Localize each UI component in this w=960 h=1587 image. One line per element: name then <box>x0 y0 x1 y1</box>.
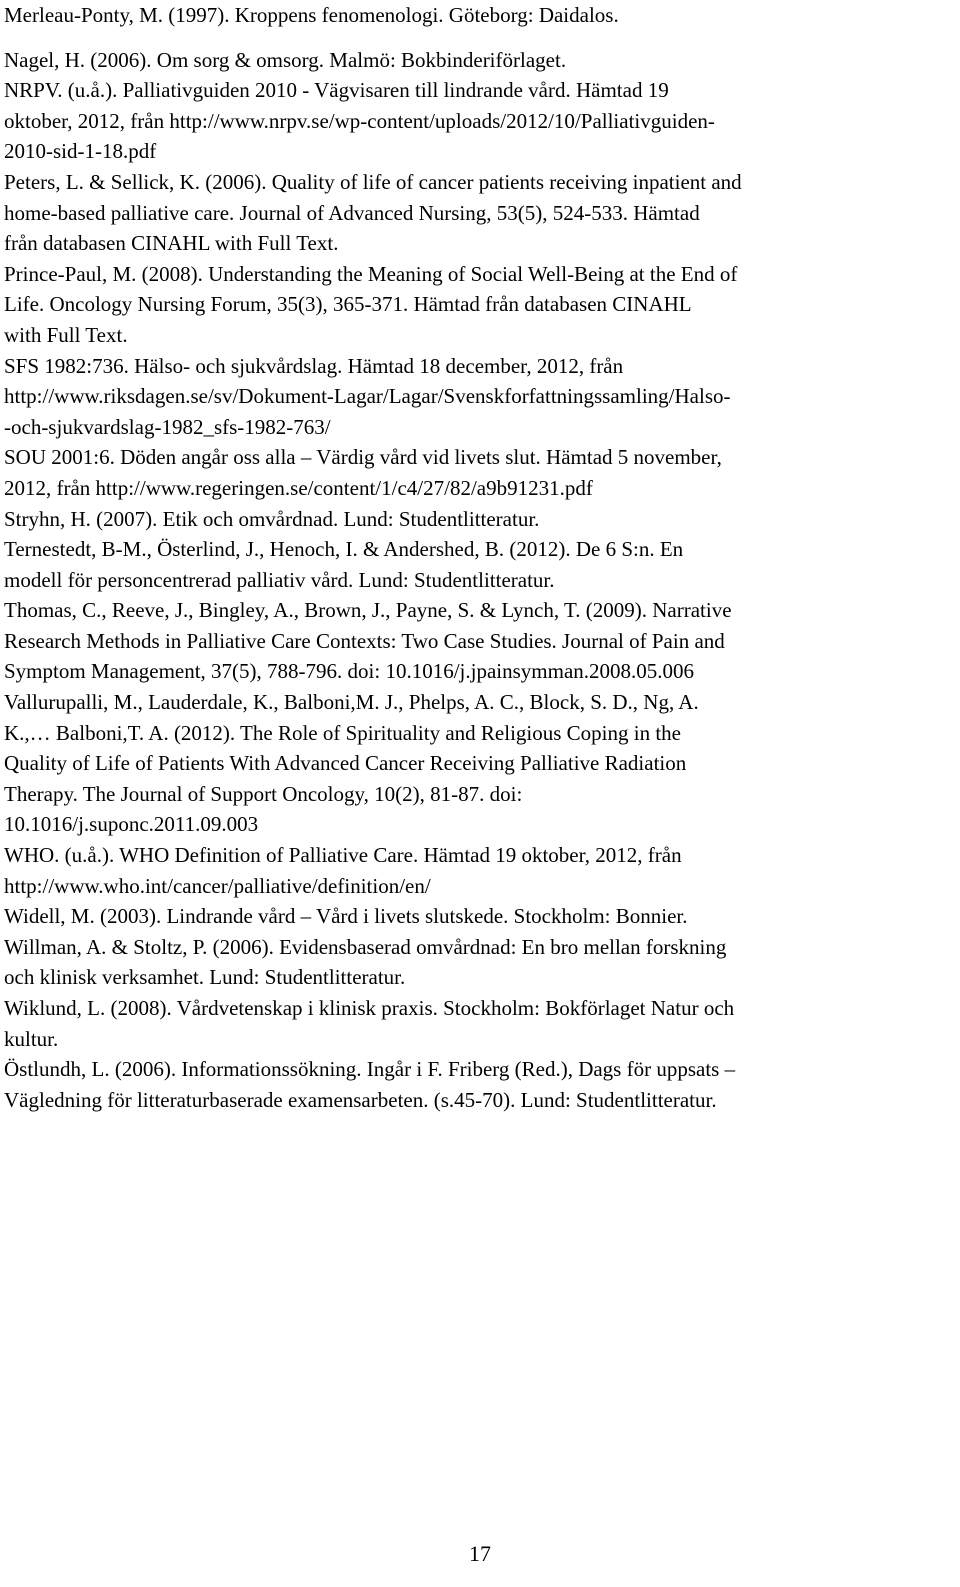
reference-entry <box>4 442 954 503</box>
reference-list <box>4 0 954 1115</box>
reference-line: Symptom Management, 37(5), 788-796. doi: 10.1016/j.jpainsymman.2008.05.006 <box>4 659 695 684</box>
reference-entry <box>4 167 954 259</box>
reference-line: Life. Oncology Nursing Forum, 35(3), 365-371. Hämtad från databasen CINAHL <box>4 292 692 317</box>
reference-line: Willman, A. & Stoltz, P. (2006). Evidensbaserad omvårdnad: En bro mellan forskning <box>4 934 727 959</box>
reference-line: Vallurupalli, M., Lauderdale, K., Balboni,M. J., Phelps, A. C., Block, S. D., Ng, A. <box>4 690 699 715</box>
reference-line: kultur. <box>4 1026 59 1051</box>
reference-entry <box>4 504 954 535</box>
reference-entry <box>4 534 954 595</box>
reference-entry <box>4 45 954 76</box>
reference-line: Ternestedt, B-M., Österlind, J., Henoch, I. & Andershed, B. (2012). De 6 S:n. En <box>4 537 684 562</box>
reference-line: Therapy. The Journal of Support Oncology, 10(2), 81-87. doi: <box>4 781 523 806</box>
reference-line: 2010-sid-1-18.pdf <box>4 139 157 164</box>
reference-line: http://www.who.int/cancer/palliative/definition/en/ <box>4 873 431 898</box>
reference-line: Merleau-Ponty, M. (1997). Kroppens fenomenologi. Göteborg: Daidalos. <box>4 3 619 27</box>
reference-line: Nagel, H. (2006). Om sorg & omsorg. Malmö: Bokbinderiförlaget. <box>4 47 567 72</box>
reference-line: modell för personcentrerad palliativ vård. Lund: Studentlitteratur. <box>4 567 555 592</box>
reference-line: WHO. (u.å.). WHO Definition of Palliative Care. Hämtad 19 oktober, 2012, från <box>4 843 682 868</box>
reference-line: http://www.riksdagen.se/sv/Dokument-Lagar/Lagar/Svenskforfattningssamling/Halso- <box>4 384 731 409</box>
reference-line: Quality of Life of Patients With Advanced Cancer Receiving Palliative Radiation <box>4 751 687 776</box>
reference-line: home-based palliative care. Journal of Advanced Nursing, 53(5), 524-533. Hämtad <box>4 200 700 225</box>
reference-entry <box>4 993 954 1054</box>
reference-line: Peters, L. & Sellick, K. (2006). Quality of life of cancer patients receiving inpatient and <box>4 169 742 194</box>
reference-line: 2012, från http://www.regeringen.se/content/1/c4/27/82/a9b91231.pdf <box>4 475 593 500</box>
reference-line: från databasen CINAHL with Full Text. <box>4 231 339 256</box>
reference-line: och klinisk verksamhet. Lund: Studentlitteratur. <box>4 965 406 990</box>
reference-line: 10.1016/j.suponc.2011.09.003 <box>4 812 259 837</box>
reference-line: Wiklund, L. (2008). Vårdvetenskap i klinisk praxis. Stockholm: Bokförlaget Natur och <box>4 996 735 1020</box>
reference-line: SFS 1982:736. Hälso- och sjukvårdslag. Hämtad 18 december, 2012, från <box>4 353 624 378</box>
reference-entry <box>4 259 954 351</box>
reference-line: SOU 2001:6. Döden angår oss alla – Värdig vård vid livets slut. Hämtad 5 november, <box>4 445 722 470</box>
reference-line: K.,… Balboni,T. A. (2012). The Role of Spirituality and Religious Coping in the <box>4 720 682 745</box>
reference-entry <box>4 595 954 687</box>
reference-line: Widell, M. (2003). Lindrande vård – Vård i livets slutskede. Stockholm: Bonnier. <box>4 904 688 929</box>
reference-line: -och-sjukvardslag-1982_sfs-1982-763/ <box>4 414 331 439</box>
reference-entry <box>4 840 954 901</box>
reference-line: Östlundh, L. (2006). Informationssökning. Ingår i F. Friberg (Red.), Dags för uppsats – <box>4 1057 736 1082</box>
page-number: 17 <box>469 1541 491 1566</box>
reference-line: Thomas, C., Reeve, J., Bingley, A., Brown, J., Payne, S. & Lynch, T. (2009). Narrative <box>4 598 732 623</box>
reference-line: Vägledning för litteraturbaserade examensarbeten. (s.45-70). Lund: Studentlitteratur. <box>4 1087 717 1112</box>
reference-line: NRPV. (u.å.). Palliativguiden 2010 - Vägvisaren till lindrande vård. Hämtad 19 <box>4 78 669 103</box>
reference-line: oktober, 2012, från http://www.nrpv.se/wp-content/uploads/2012/10/Palliativguiden- <box>4 108 715 133</box>
reference-line: Stryhn, H. (2007). Etik och omvårdnad. Lund: Studentlitteratur. <box>4 506 540 531</box>
reference-line: with Full Text. <box>4 322 128 347</box>
reference-entry <box>4 1054 954 1115</box>
reference-entry <box>4 932 954 993</box>
reference-line: Research Methods in Palliative Care Contexts: Two Case Studies. Journal of Pain and <box>4 628 725 653</box>
reference-entry <box>4 901 954 932</box>
reference-line: Prince-Paul, M. (2008). Understanding the Meaning of Social Well-Being at the End of <box>4 261 738 286</box>
reference-entry <box>4 0 954 31</box>
reference-entry <box>4 351 954 443</box>
reference-entry <box>4 687 954 840</box>
reference-entry <box>4 75 954 167</box>
